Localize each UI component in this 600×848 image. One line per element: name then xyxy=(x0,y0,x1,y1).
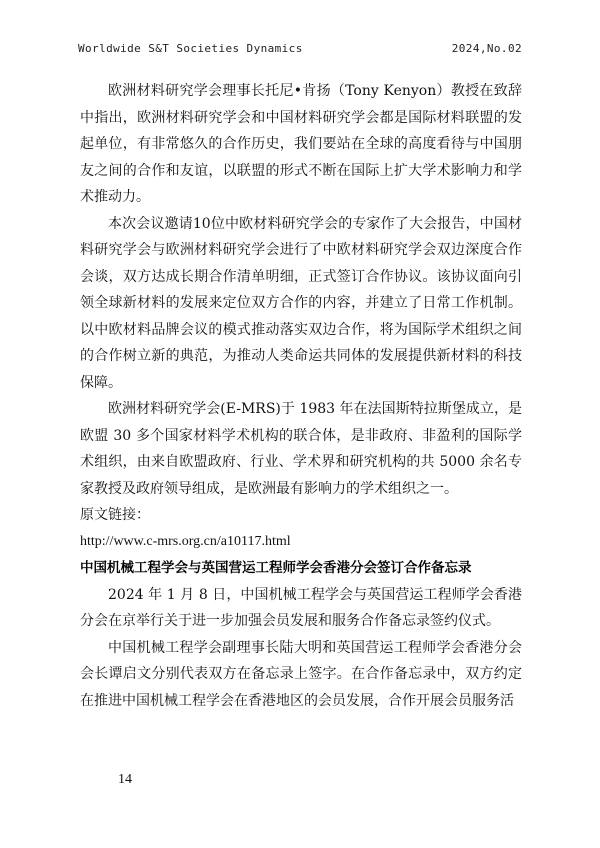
issue-number: 2024,No.02 xyxy=(451,42,522,55)
article-body xyxy=(80,78,522,714)
source-link-url[interactable]: http://www.c-mrs.org.cn/a10117.html xyxy=(80,533,291,549)
source-link-label: 原文链接： xyxy=(80,507,150,523)
section-heading: 中国机械工程学会与英国营运工程师学会香港分会签订合作备忘录 xyxy=(80,560,472,576)
page-number: 14 xyxy=(118,772,132,787)
paragraph-kenyon-speech: 欧洲材料研究学会理事长托尼•肯扬（Tony Kenyon）教授在致辞中指出，欧洲材料研究学会和中国材料研究学会都是国际材料联盟的发起单位，有非常悠久的合作历史，我们要站在全球的高度看待与中国朋友之间的合作和友谊，以联盟的形式不断在国际上扩大学术影响力和学术推动力。 xyxy=(80,83,522,205)
paragraph-signing-ceremony: 2024 年 1 月 8 日，中国机械工程学会与英国营运工程师学会香港分会在京举行关于进一步加强会员发展和服务合作备忘录签约仪式。 xyxy=(80,586,522,629)
journal-title: Worldwide S&T Societies Dynamics xyxy=(78,42,303,55)
paragraph-emrs-intro: 欧洲材料研究学会(E-MRS)于 1983 年在法国斯特拉斯堡成立，是欧盟 30 多个国家材料学术机构的联合体，是非政府、非盈利的国际学术组织，由来自欧盟政府、行业、学术界和研究机构的共 5000 余名专家教授及政府领导组成，是欧洲最有影响力的学术组织之一。 xyxy=(80,401,522,497)
paragraph-conference-reports: 本次会议邀请10位中欧材料研究学会的专家作了大会报告，中国材料研究学会与欧洲材料研究学会进行了中欧材料研究学会双边深度合作会谈，双方达成长期合作清单明细，正式签订合作协议。该协议面向引领全球新材料的发展来定位双方合作的内容，并建立了日常工作机制。以中欧材料品牌会议的模式推动落实双边合作，将为国际学术组织之间的合作树立新的典范，为推动人类命运共同体的发展提供新材料的科技保障。 xyxy=(80,215,522,391)
paragraph-memorandum-details: 中国机械工程学会副理事长陆大明和英国营运工程师学会香港分会会长谭启文分别代表双方在备忘录上签字。在合作备忘录中，双方约定在推进中国机械工程学会在香港地区的会员发展，合作开展会员服务活 xyxy=(80,639,522,709)
